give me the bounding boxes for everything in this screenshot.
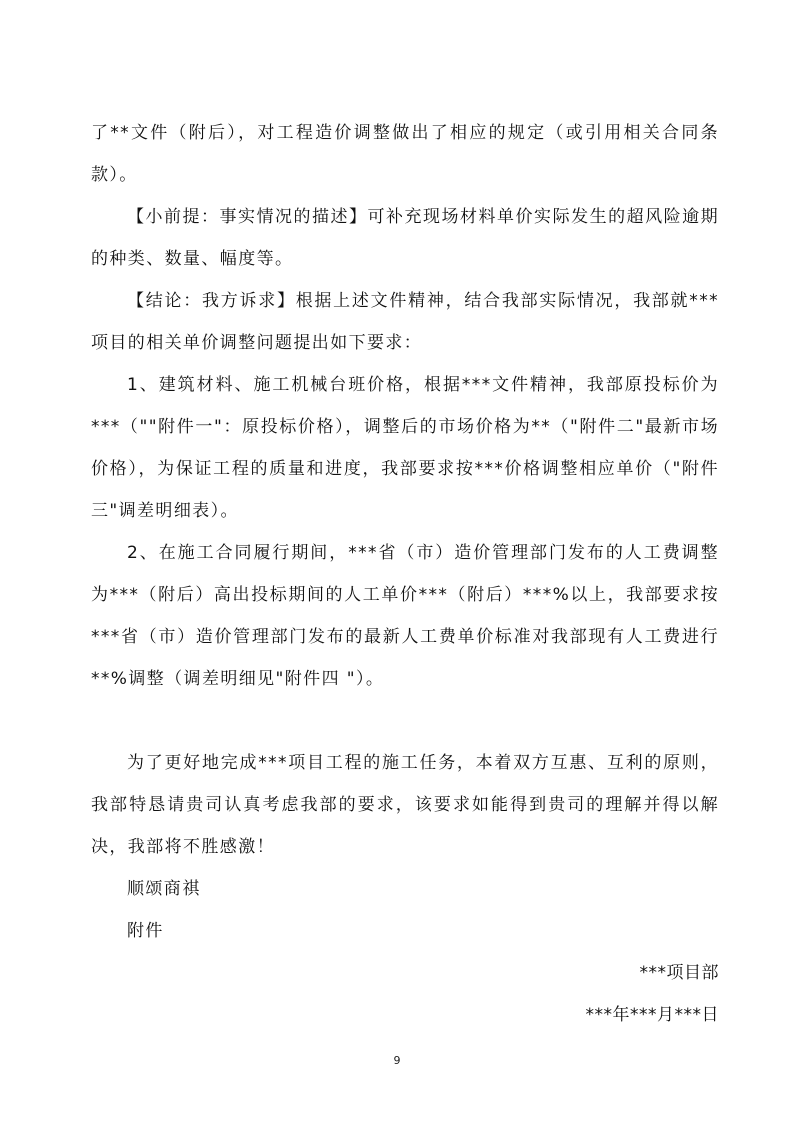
attachment-label: 附件 (127, 921, 164, 941)
paragraph-requirement-1: 1、建筑材料、施工机械台班价格，根据***文件精神，我部原投标价为***（""附件一"：原投标价格），调整后的市场价格为**（"附件二"最新市场价格），为保证工程的质量和进度，我部要求按***价格调整相应单价（"附件三"调差明细表）。 (91, 375, 719, 521)
paragraph-request: 为了更好地完成***项目工程的施工任务，本着双方互惠、互利的原则，我部特恳请贵司认真考虑我部的要求，该要求如能得到贵司的理解并得以解决，我部将不胜感激！ (91, 753, 719, 857)
closing-salutation: 顺颂商祺 (127, 879, 201, 899)
paragraph-requirement-2: 2、在施工合同履行期间，***省（市）造价管理部门发布的人工费调整为***（附后）高出投标期间的人工单价***（附后）***%以上，我部要求按***省（市）造价管理部门发布的最新人工费单价标准对我部现有人工费进行**%调整（调差明细见"附件四 "）。 (91, 543, 719, 689)
paragraph-minor-premise: 【小前提：事实情况的描述】可补充现场材料单价实际发生的超风险逾期的种类、数量、幅度等。 (91, 207, 719, 269)
date-line: ***年***月***日 (585, 1005, 719, 1025)
paragraph-spacer (91, 700, 719, 742)
page-number: 9 (393, 1054, 401, 1067)
paragraph-conclusion: 【结论：我方诉求】根据上述文件精神，结合我部实际情况，我部就***项目的相关单价调整问题提出如下要求： (91, 291, 719, 353)
paragraph-continuation: 了**文件（附后），对工程造价调整做出了相应的规定（或引用相关合同条款）。 (91, 123, 719, 185)
signature: ***项目部 (639, 963, 719, 983)
document-body (91, 112, 719, 1036)
